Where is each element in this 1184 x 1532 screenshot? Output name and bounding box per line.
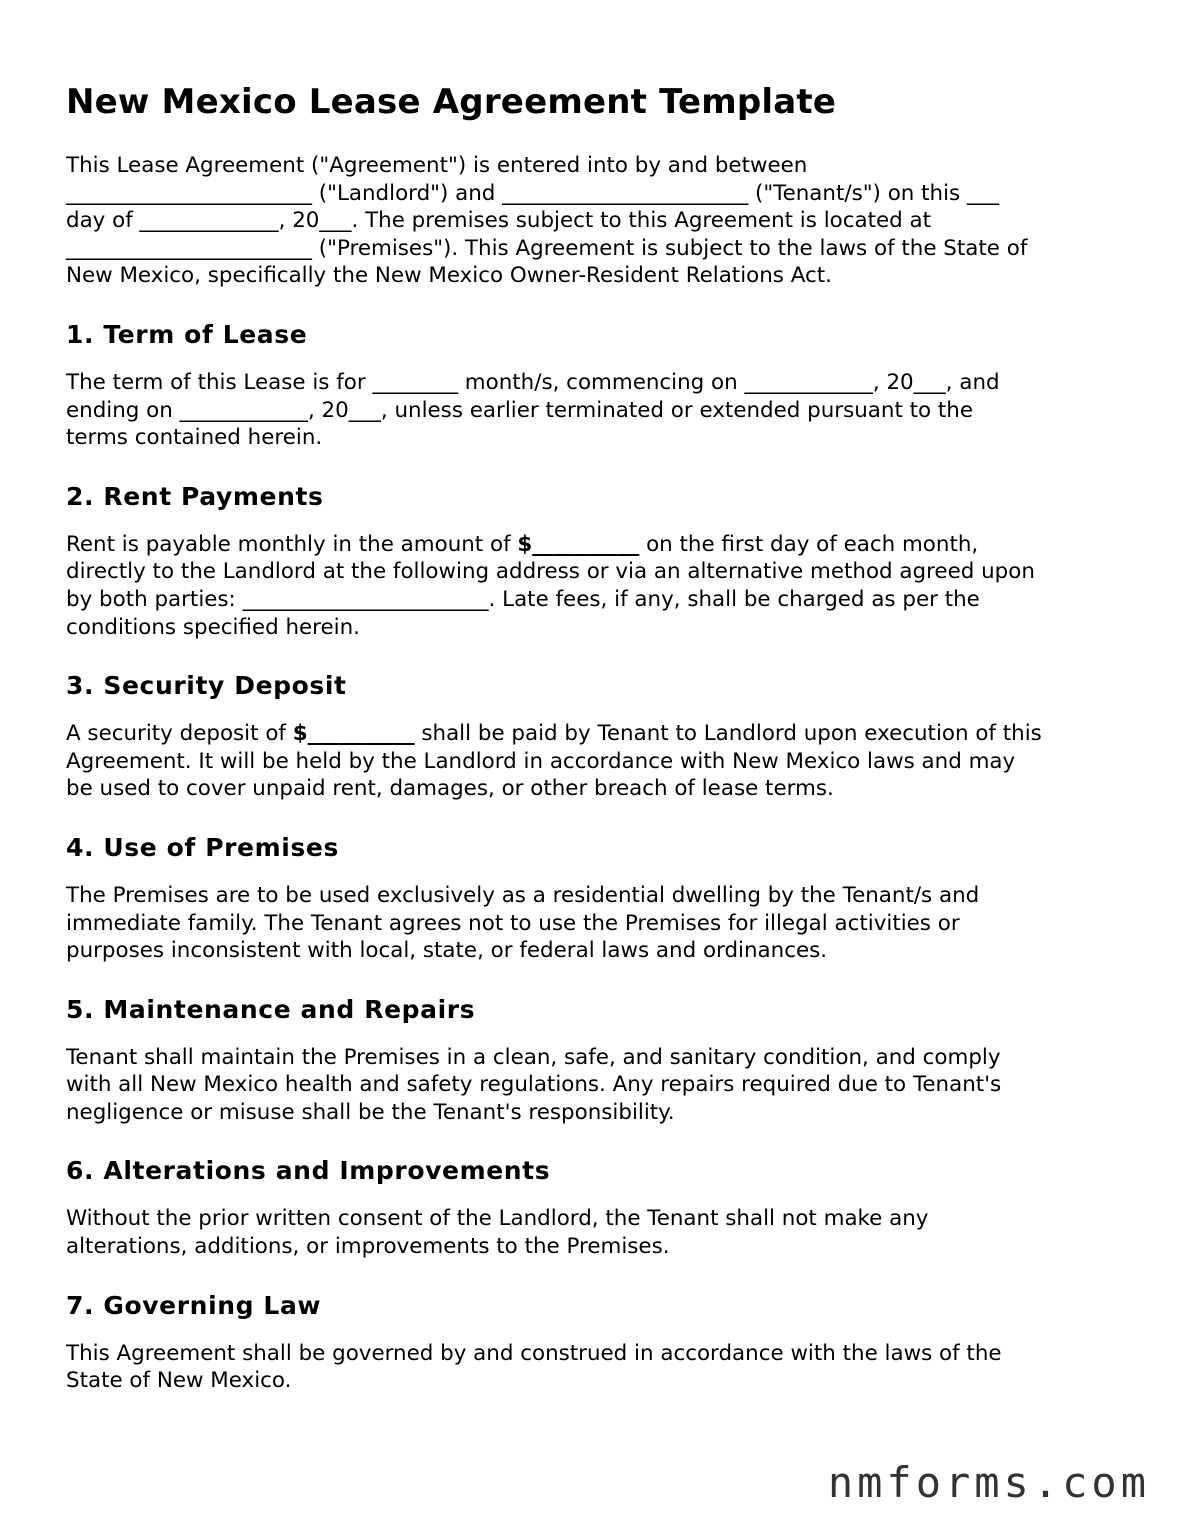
section-heading: 7. Governing Law (66, 1290, 322, 1320)
section-heading: 4. Use of Premises (66, 832, 339, 862)
section-body (66, 531, 1126, 641)
section-term-of-lease (66, 318, 1126, 452)
section-heading: 5. Maintenance and Repairs (66, 994, 476, 1024)
body-text: on the first day of each month, directly to the Landlord at the following address or via an alternative method agreed upon by both parties: _______________________. Late fees, if any, shall be charged as per the conditions specified herein. (66, 531, 1035, 640)
footer-brand: nmforms.com (827, 1458, 1150, 1507)
rent-amount-blank: $__________ (517, 531, 640, 557)
section-heading: 6. Alterations and Improvements (66, 1156, 551, 1186)
body-text: Rent is payable monthly in the amount of (66, 531, 518, 557)
section-maintenance-and-repairs (66, 993, 1126, 1127)
section-body: Tenant shall maintain the Premises in a clean, safe, and sanitary condition, and comply with all New Mexico health and safety regulations. Any repairs required due to Tenant's negligence or misuse shall be the Tenant's responsibility. (66, 1044, 1002, 1125)
section-heading: 1. Term of Lease (66, 319, 308, 349)
section-governing-law (66, 1289, 1126, 1395)
section-heading: 2. Rent Payments (66, 481, 324, 511)
document-title: New Mexico Lease Agreement Template (66, 82, 837, 122)
section-body: This Agreement shall be governed by and construed in accordance with the laws of the State of New Mexico. (66, 1340, 1002, 1394)
section-body: The term of this Lease is for ________ month/s, commencing on ____________, 20___, and ending on ____________, 20___, unless earlier terminated or extended pursuant to the terms contained herein. (66, 369, 1000, 451)
body-text: A security deposit of (66, 721, 293, 747)
deposit-amount-blank: $__________ (292, 721, 415, 747)
section-body: The Premises are to be used exclusively as a residential dwelling by the Tenant/s and immediate family. The Tenant agrees not to use the Premises for illegal activities or purposes inconsistent with local, state, or federal laws and ordinances. (66, 882, 980, 964)
section-heading: 3. Security Deposit (66, 671, 347, 701)
section-use-of-premises (66, 831, 1126, 965)
section-security-deposit (66, 669, 1126, 803)
section-body (66, 720, 1126, 803)
document-page (66, 78, 1126, 1423)
section-rent-payments (66, 480, 1126, 641)
intro-paragraph: This Lease Agreement ("Agreement") is entered into by and between _______________________ ("Landlord") and _______________________ ("Tenant/s") on this ___ day of _____________, 20___. The premises subject to this Agreement is located at _______________________ ("Premises"). This Agreement is subject to the laws of the State of New Mexico, specifically the New Mexico Owner-Resident Relations Act. (66, 153, 1028, 289)
section-body: Without the prior written consent of the Landlord, the Tenant shall not make any alterations, additions, or improvements to the Premises. (66, 1206, 929, 1260)
section-alterations-and-improvements (66, 1154, 1126, 1260)
body-text: shall be paid by Tenant to Landlord upon execution of this Agreement. It will be held by the Landlord in accordance with New Mexico laws and may be used to cover unpaid rent, damages, or other breach of lease terms. (66, 721, 1042, 802)
